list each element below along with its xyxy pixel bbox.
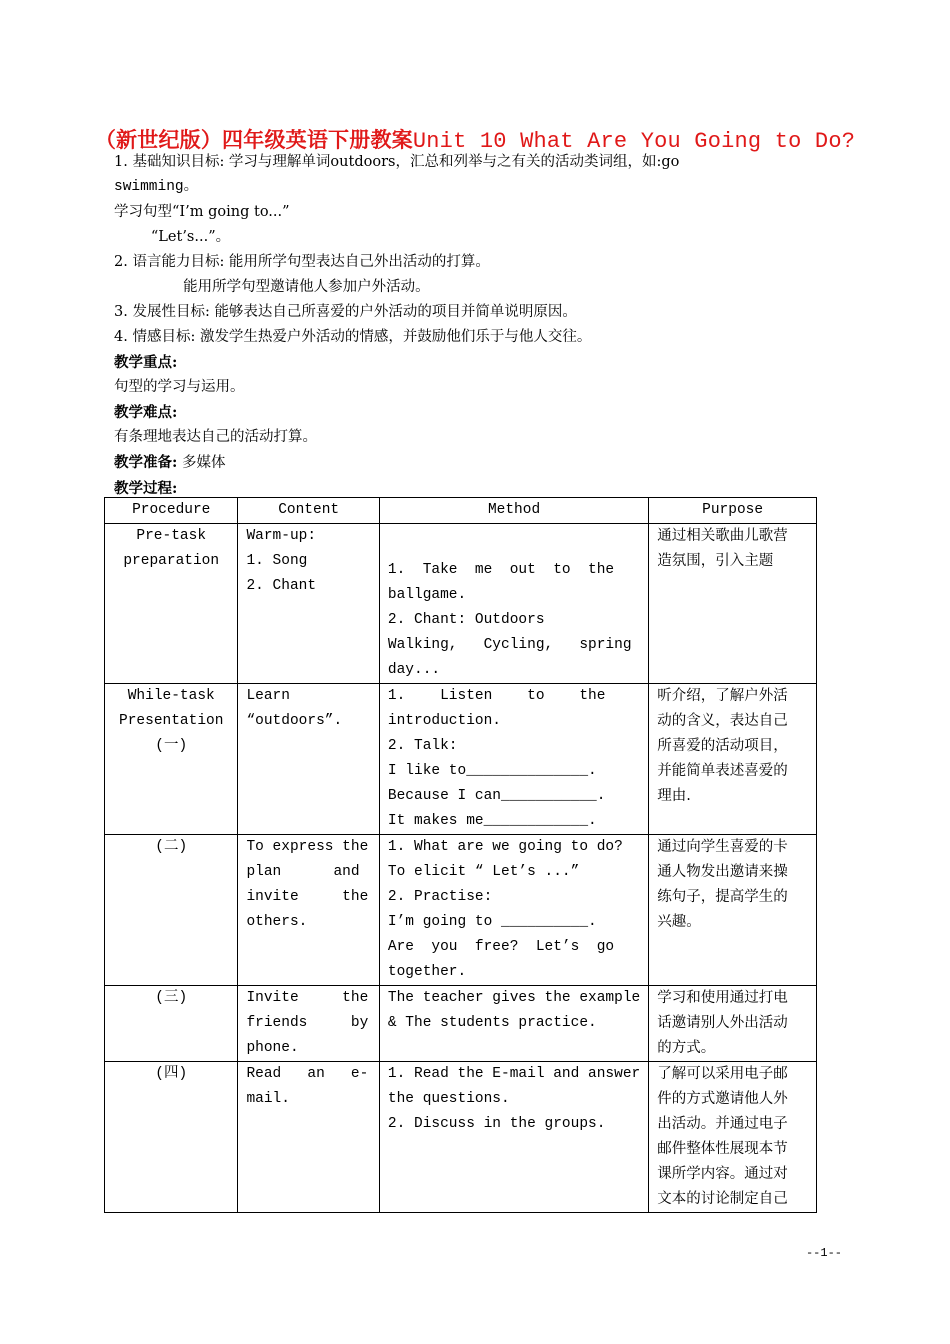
purpose-line: 的方式。 xyxy=(657,1040,716,1056)
content-line: Invite the xyxy=(246,990,369,1006)
procedure-line: While-task xyxy=(127,688,215,704)
sentence-pattern-2: “Let’s...”。 xyxy=(114,229,231,245)
method-line: together. xyxy=(387,964,467,980)
method-line: I like to______________. xyxy=(387,763,597,779)
purpose-line: 听介绍，了解户外活 xyxy=(657,688,788,704)
difficulty-label: 教学难点: xyxy=(114,404,178,421)
cell-method xyxy=(379,684,648,835)
content-line: 1. Song xyxy=(246,553,308,569)
method-line: & The students practice. xyxy=(387,1015,597,1031)
purpose-line: 通过向学生喜爱的卡 xyxy=(657,839,788,855)
method-line: To elicit “ Let’s ...” xyxy=(387,864,580,880)
title-en: Unit 10 What Are You Going to Do? xyxy=(412,129,856,154)
focus-label: 教学重点: xyxy=(114,354,178,371)
header-procedure: Procedure xyxy=(105,498,238,524)
method-line: 2. Practise: xyxy=(387,889,493,905)
content-line: To express the xyxy=(246,839,369,855)
cell-procedure xyxy=(105,835,238,986)
content-line: plan and xyxy=(246,864,360,880)
purpose-line: 通人物发出邀请来操 xyxy=(657,864,788,880)
purpose-line: 通过相关歌曲儿歌营 xyxy=(657,528,788,544)
purpose-line: 出活动。并通过电子 xyxy=(657,1116,788,1132)
purpose-line: 件的方式邀请他人外 xyxy=(657,1091,788,1107)
content-line: friends by xyxy=(246,1015,369,1031)
cell-purpose xyxy=(649,1062,817,1213)
cell-purpose xyxy=(649,835,817,986)
purpose-line: 邮件整体性展现本节 xyxy=(657,1141,788,1157)
purpose-line: 兴趣。 xyxy=(657,914,701,930)
cell-purpose xyxy=(649,986,817,1062)
cell-content xyxy=(238,524,379,684)
method-line: Walking, Cycling, spring xyxy=(387,637,632,653)
cell-procedure xyxy=(105,986,238,1062)
process-label: 教学过程: xyxy=(114,480,178,497)
objective-4: 4. 情感目标: 激发学生热爱户外活动的情感，并鼓励他们乐于与他人交往。 xyxy=(114,329,592,345)
sentence-pattern-1: 学习句型“I’m going to...” xyxy=(114,204,290,220)
purpose-line: 所喜爱的活动项目， xyxy=(657,738,788,754)
method-line: I’m going to __________. xyxy=(387,914,597,930)
method-line: day... xyxy=(387,662,441,678)
prep-label: 教学准备: xyxy=(114,454,178,471)
purpose-line: 并能简单表述喜爱的 xyxy=(657,763,788,779)
method-line: 1. What are we going to do? xyxy=(387,839,623,855)
cell-procedure xyxy=(105,1062,238,1213)
focus-text: 句型的学习与运用。 xyxy=(114,379,245,395)
table-row xyxy=(105,524,817,684)
method-line: It makes me____________. xyxy=(387,813,597,829)
procedure-line: (一) xyxy=(155,738,188,754)
method-line: 1. Read the E-mail and answer xyxy=(387,1066,641,1082)
content-line: “outdoors”. xyxy=(246,713,343,729)
content-line: others. xyxy=(246,914,308,930)
header-method: Method xyxy=(379,498,648,524)
content-line: Read an e- xyxy=(246,1066,369,1082)
prep-text: 多媒体 xyxy=(177,455,226,471)
purpose-line: 练句子，提高学生的 xyxy=(657,889,788,905)
procedure-line: (四) xyxy=(155,1066,188,1082)
cell-content xyxy=(238,986,379,1062)
cell-content xyxy=(238,1062,379,1213)
method-line: Because I can___________. xyxy=(387,788,606,804)
purpose-line: 造氛围，引入主题 xyxy=(657,553,774,569)
content-line: Learn xyxy=(246,688,290,704)
procedure-line: Pre-task xyxy=(136,528,207,544)
method-line: 2. Chant: Outdoors xyxy=(387,612,545,628)
method-line: 1. Take me out to the xyxy=(387,562,615,578)
procedure-line: (三) xyxy=(155,990,188,1006)
objective-1: 1. 基础知识目标: 学习与理解单词outdoors，汇总和列举与之有关的活动类词组，如:go xyxy=(114,154,680,170)
header-content: Content xyxy=(238,498,379,524)
content-line: Warm-up: xyxy=(246,528,317,544)
method-line: Are you free? Let’s go xyxy=(387,939,615,955)
cell-content xyxy=(238,684,379,835)
page-number: --1-- xyxy=(805,1246,842,1260)
procedure-line: Presentation xyxy=(119,713,224,729)
table-header-row xyxy=(105,498,817,524)
method-line: 2. Discuss in the groups. xyxy=(387,1116,606,1132)
cell-method xyxy=(379,524,648,684)
content-line: invite the xyxy=(246,889,369,905)
method-line: 1. Listen to the xyxy=(387,688,606,704)
objective-3: 3. 发展性目标: 能够表达自己所喜爱的户外活动的项目并简单说明原因。 xyxy=(114,304,577,320)
table-row xyxy=(105,986,817,1062)
difficulty-text: 有条理地表达自己的活动打算。 xyxy=(114,429,317,445)
table-row xyxy=(105,1062,817,1213)
cell-method xyxy=(379,835,648,986)
table-row xyxy=(105,684,817,835)
purpose-line: 学习和使用通过打电 xyxy=(657,990,788,1006)
purpose-line: 课所学内容。通过对 xyxy=(657,1166,788,1182)
cell-content xyxy=(238,835,379,986)
content-line: phone. xyxy=(246,1040,299,1056)
objective-2: 2. 语言能力目标: 能用所学句型表达自己外出活动的打算。 xyxy=(114,254,490,270)
content-line: 2. Chant xyxy=(246,578,317,594)
method-line: 2. Talk: xyxy=(387,738,458,754)
method-line: introduction. xyxy=(387,713,502,729)
prep-line xyxy=(114,450,840,476)
title-cn: （新世纪版）四年级英语下册教案 xyxy=(94,127,413,152)
cell-purpose xyxy=(649,524,817,684)
cell-method xyxy=(379,986,648,1062)
method-line: ballgame. xyxy=(387,587,467,603)
purpose-line: 动的含义，表达自己 xyxy=(657,713,788,729)
objective-1-cont: swimming。 xyxy=(114,179,199,195)
cell-procedure xyxy=(105,524,238,684)
method-line: The teacher gives the example xyxy=(387,990,641,1006)
purpose-line: 了解可以采用电子邮 xyxy=(657,1066,788,1082)
objective-2-cont: 能用所学句型邀请他人参加户外活动。 xyxy=(114,279,430,295)
cell-purpose xyxy=(649,684,817,835)
intro-section xyxy=(114,150,840,501)
cell-method xyxy=(379,1062,648,1213)
purpose-line: 话邀请别人外出活动 xyxy=(657,1015,788,1031)
purpose-line: 文本的讨论制定自己 xyxy=(657,1191,788,1207)
table-row xyxy=(105,835,817,986)
procedure-line: (二) xyxy=(155,839,188,855)
content-line: mail. xyxy=(246,1091,290,1107)
method-line: the questions. xyxy=(387,1091,510,1107)
procedure-table xyxy=(104,497,817,1213)
header-purpose: Purpose xyxy=(649,498,817,524)
procedure-line: preparation xyxy=(123,553,220,569)
purpose-line: 理由. xyxy=(657,788,691,804)
cell-procedure xyxy=(105,684,238,835)
